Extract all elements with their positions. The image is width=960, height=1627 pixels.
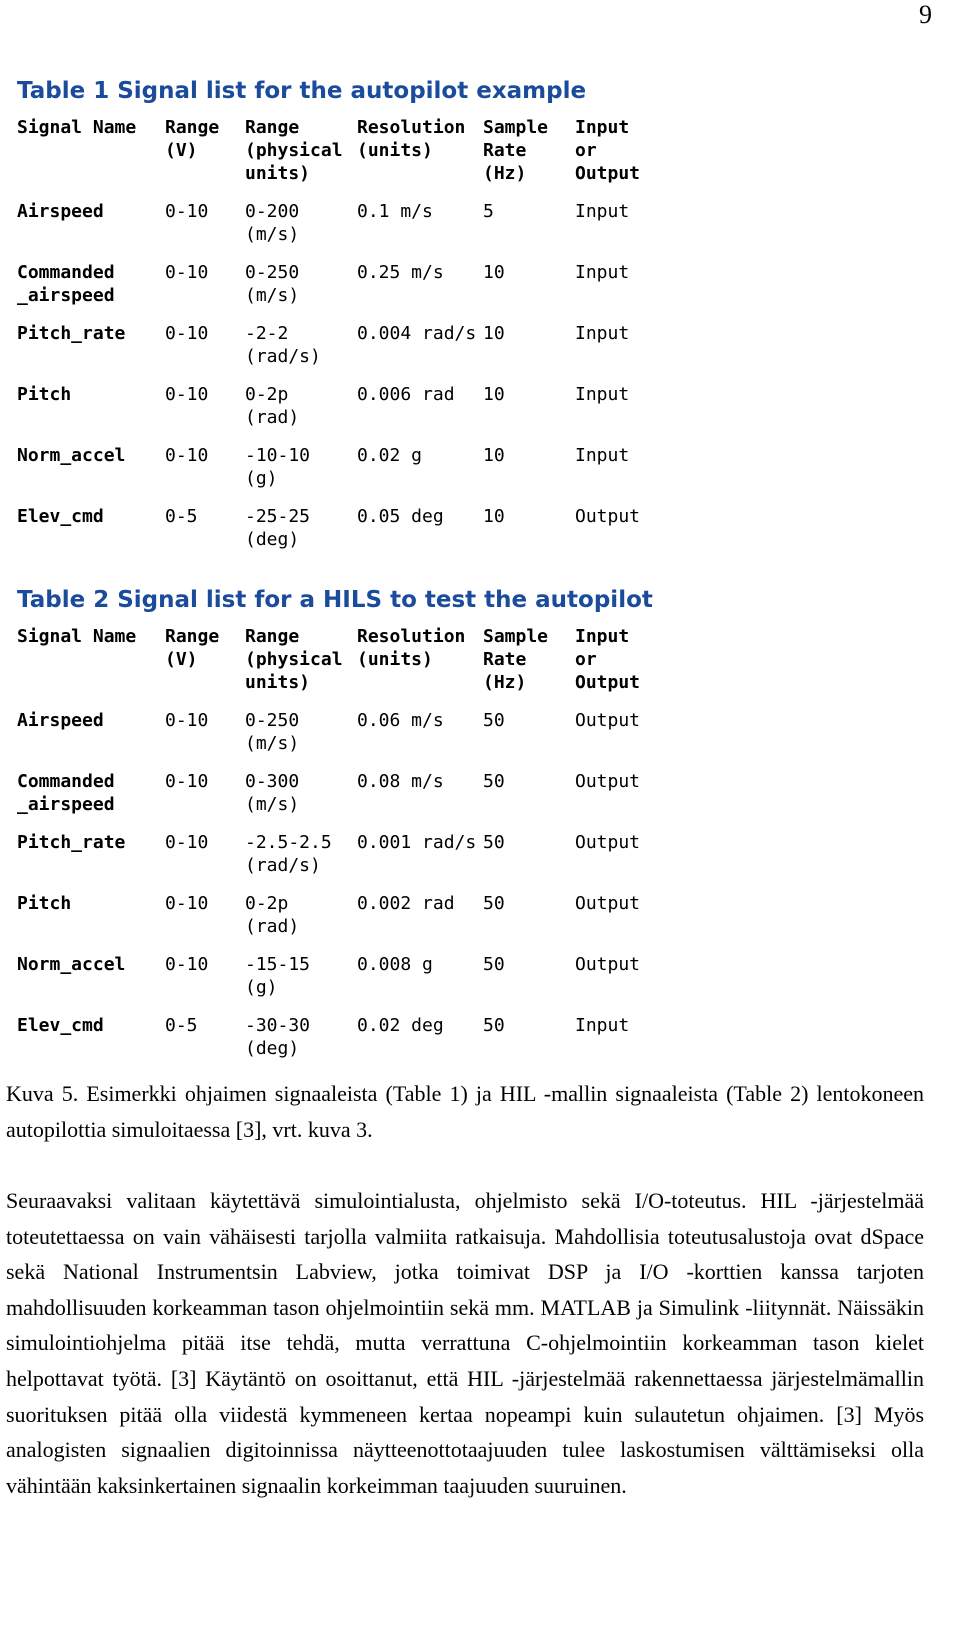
cell-resolution: 0.004 rad/s [357, 323, 477, 344]
cell-resolution: 0.25 m/s [357, 262, 444, 283]
cell-resolution: 0.008 g [357, 954, 433, 975]
cell-range-v: 0-5 [165, 1015, 198, 1036]
cell-sample-rate: 50 [483, 710, 505, 731]
cell-resolution: 0.06 m/s [357, 710, 444, 731]
cell-range-v: 0-10 [165, 262, 209, 283]
table-row [17, 200, 675, 261]
cell-range-physical: -10-10 (g) [245, 445, 311, 489]
table-row [17, 383, 675, 444]
cell-range-physical: 0-2p (rad) [245, 384, 300, 428]
cell-resolution: 0.006 rad [357, 384, 455, 405]
cell-signal-name: Commanded _airspeed [17, 262, 115, 306]
cell-resolution: 0.02 g [357, 445, 423, 466]
cell-sample-rate: 50 [483, 954, 505, 975]
cell-resolution: 0.08 m/s [357, 771, 444, 792]
table-2-title: Table 2 Signal list for a HILS to test the autopilot [17, 587, 653, 613]
header-range-physical: Range (physical units) [245, 626, 343, 693]
header-range-v: Range (V) [165, 626, 220, 670]
cell-signal-name: Pitch [17, 893, 72, 914]
cell-sample-rate: 10 [483, 262, 505, 283]
cell-input-output: Output [575, 893, 641, 914]
body-paragraph: Seuraavaksi valitaan käytettävä simulointialusta, ohjelmisto sekä I/O-toteutus. HIL -järjestelmää toteutettaessa on vain vähäisesti tarjolla valmiita ratkaisuja. Mahdollisia toteutusalustoja ovat dSpace sekä National Instrumentsin Labview, jotka toimivat DSP ja I/O -korttien kanssa tarjoten mahdollisuuden korkeamman tason ohjelmointiin sekä mm. MATLAB ja Simulink -liitynnät. Näissäkin simulointiohjelma pitää itse tehdä, mutta verrattuna C-ohjelmointiin korkeamman tason kielet helpottavat työtä. [3] Käytäntö on osoittanut, että HIL -järjestelmää rakennettaessa järjestelmämallin suorituksen pitää olla viidestä kymmeneen kertaa nopeampi kuin sulautetun ohjaimen. [3] Myös analogisten signaalien digitoinnissa näytteenottotaajuuden tulee laskostumisen välttämiseksi olla vähintään kaksinkertainen signaalin korkeimman taajuuden suuruinen. [6, 1188, 924, 1498]
cell-range-physical: -15-15 (g) [245, 954, 311, 998]
cell-range-physical: -2-2 (rad/s) [245, 323, 321, 367]
signal-table-1-figure [17, 76, 697, 566]
cell-signal-name: Elev_cmd [17, 506, 104, 527]
cell-input-output: Input [575, 262, 630, 283]
page-number: 9 [919, 0, 932, 29]
cell-range-v: 0-10 [165, 954, 209, 975]
cell-input-output: Output [575, 954, 641, 975]
cell-input-output: Input [575, 445, 630, 466]
table-row [17, 322, 675, 383]
header-resolution: Resolution (units) [357, 117, 466, 161]
cell-sample-rate: 50 [483, 1015, 505, 1036]
cell-range-v: 0-10 [165, 323, 209, 344]
cell-range-physical: 0-200 (m/s) [245, 201, 300, 245]
cell-range-v: 0-10 [165, 832, 209, 853]
table-2-header-row [17, 625, 675, 709]
table-1-header-row [17, 116, 675, 200]
cell-range-v: 0-10 [165, 384, 209, 405]
header-resolution: Resolution (units) [357, 626, 466, 670]
cell-sample-rate: 10 [483, 384, 505, 405]
header-signal-name: Signal Name [17, 117, 137, 138]
signal-table-2-figure [17, 585, 697, 1075]
table-row [17, 770, 675, 831]
signal-table-1 [17, 116, 675, 566]
table-row [17, 831, 675, 892]
header-input-output: Input or Output [575, 626, 641, 693]
cell-signal-name: Norm_accel [17, 445, 126, 466]
cell-range-physical: 0-2p (rad) [245, 893, 300, 937]
cell-range-v: 0-10 [165, 201, 209, 222]
cell-range-v: 0-10 [165, 445, 209, 466]
table-1-title: Table 1 Signal list for the autopilot example [17, 78, 587, 104]
header-range-v: Range (V) [165, 117, 220, 161]
cell-sample-rate: 50 [483, 893, 505, 914]
cell-signal-name: Airspeed [17, 710, 104, 731]
cell-signal-name: Elev_cmd [17, 1015, 104, 1036]
cell-input-output: Input [575, 201, 630, 222]
cell-resolution: 0.02 deg [357, 1015, 444, 1036]
header-sample-rate: Sample Rate (Hz) [483, 626, 549, 693]
header-input-output: Input or Output [575, 117, 641, 184]
cell-range-v: 0-5 [165, 506, 198, 527]
cell-input-output: Output [575, 506, 641, 527]
cell-sample-rate: 50 [483, 771, 505, 792]
signal-table-2 [17, 625, 675, 1075]
table-row [17, 261, 675, 322]
cell-range-physical: 0-300 (m/s) [245, 771, 300, 815]
header-sample-rate: Sample Rate (Hz) [483, 117, 549, 184]
cell-input-output: Output [575, 771, 641, 792]
cell-sample-rate: 50 [483, 832, 505, 853]
table-row [17, 444, 675, 505]
header-signal-name: Signal Name [17, 626, 137, 647]
cell-resolution: 0.002 rad [357, 893, 455, 914]
cell-signal-name: Commanded _airspeed [17, 771, 115, 815]
cell-range-physical: 0-250 (m/s) [245, 262, 300, 306]
table-row [17, 1014, 675, 1075]
cell-range-v: 0-10 [165, 710, 209, 731]
cell-signal-name: Airspeed [17, 201, 104, 222]
table-row [17, 505, 675, 566]
cell-signal-name: Norm_accel [17, 954, 126, 975]
cell-signal-name: Pitch_rate [17, 323, 126, 344]
cell-resolution: 0.05 deg [357, 506, 444, 527]
table-row [17, 953, 675, 1014]
cell-input-output: Output [575, 710, 641, 731]
cell-signal-name: Pitch [17, 384, 72, 405]
cell-range-physical: -2.5-2.5 (rad/s) [245, 832, 332, 876]
cell-resolution: 0.001 rad/s [357, 832, 477, 853]
cell-range-physical: 0-250 (m/s) [245, 710, 300, 754]
table-row [17, 709, 675, 770]
cell-input-output: Output [575, 832, 641, 853]
cell-sample-rate: 10 [483, 445, 505, 466]
cell-range-physical: -30-30 (deg) [245, 1015, 311, 1059]
cell-sample-rate: 10 [483, 506, 505, 527]
figure-caption: Kuva 5. Esimerkki ohjaimen signaaleista (Table 1) ja HIL -mallin signaaleista (Table 2) lentokoneen autopilottia simuloitaessa [3], vrt. kuva 3. [6, 1081, 924, 1142]
cell-input-output: Input [575, 1015, 630, 1036]
cell-range-v: 0-10 [165, 893, 209, 914]
cell-input-output: Input [575, 384, 630, 405]
table-row [17, 892, 675, 953]
cell-resolution: 0.1 m/s [357, 201, 433, 222]
cell-sample-rate: 5 [483, 201, 494, 222]
cell-sample-rate: 10 [483, 323, 505, 344]
cell-range-v: 0-10 [165, 771, 209, 792]
header-range-physical: Range (physical units) [245, 117, 343, 184]
cell-input-output: Input [575, 323, 630, 344]
cell-range-physical: -25-25 (deg) [245, 506, 311, 550]
cell-signal-name: Pitch_rate [17, 832, 126, 853]
